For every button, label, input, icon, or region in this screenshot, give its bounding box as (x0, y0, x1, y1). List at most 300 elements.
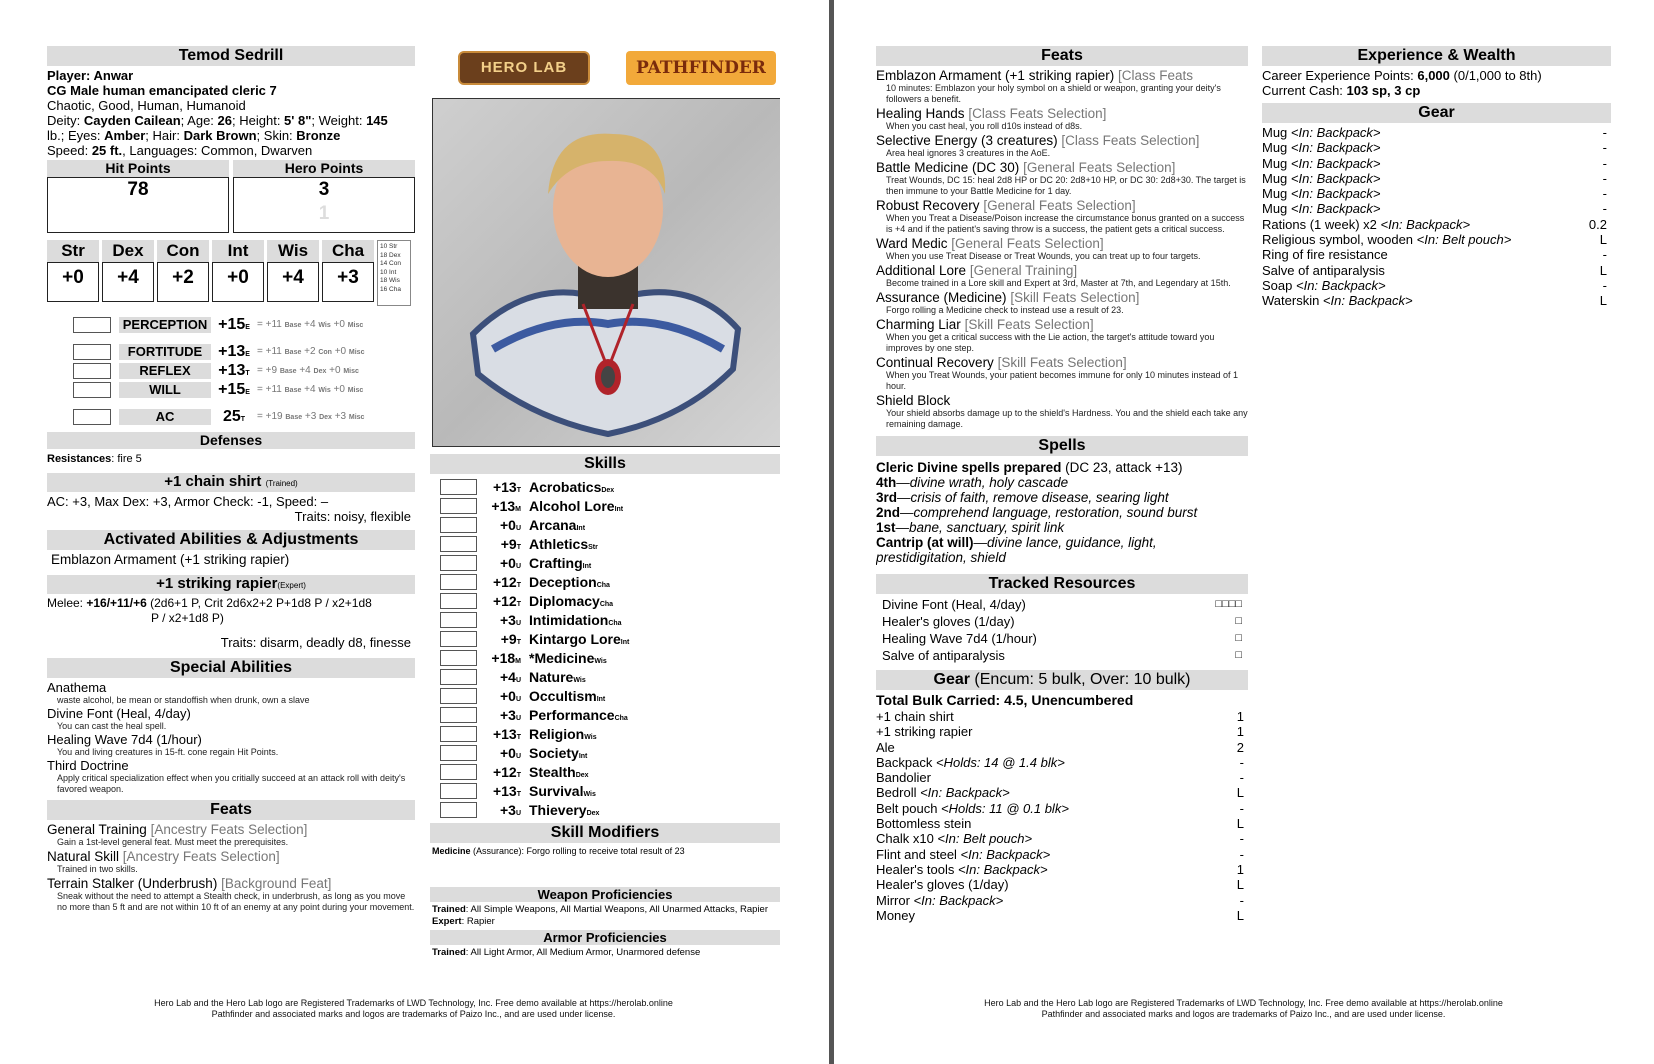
skill-row (430, 781, 780, 800)
gear-bulk: - (1239, 831, 1244, 847)
skill-checkbox[interactable] (440, 707, 477, 723)
feat-desc: Your shield absorbs damage up to the shield's Hardness. You and the shield each take any remaining damage. (886, 408, 1248, 429)
footer-left: Hero Lab and the Hero Lab logo are Registered Trademarks of LWD Technology, Inc. Free demo available at https://herolab.online Pathfinder and associated marks and logos are trademarks of Paizo Inc., and are used under license. (154, 998, 673, 1019)
tracked-checkboxes[interactable]: □ (1235, 649, 1242, 661)
perception-row (47, 315, 415, 334)
portrait-illustration (433, 99, 780, 447)
gear-item (1262, 156, 1611, 171)
gear-name: Belt pouch <Holds: 11 @ 0.1 blk> (876, 800, 1069, 816)
skill-checkbox[interactable] (440, 745, 477, 761)
activated-item: Emblazon Armament (+1 striking rapier) (51, 552, 290, 567)
hero-points-box[interactable] (233, 177, 415, 233)
feat-name: Assurance (Medicine) [Skill Feats Selection] (876, 290, 1140, 305)
gear-name: Waterskin <In: Backpack> (1262, 293, 1413, 309)
gear-bulk: 1 (1236, 861, 1244, 877)
gear-item (1262, 247, 1611, 262)
gear-bulk: L (1599, 293, 1607, 309)
tracked-header: Tracked Resources (876, 574, 1248, 594)
character-class: CG Male human emancipated cleric 7 (47, 83, 277, 98)
feat (47, 849, 415, 875)
gear-name: Soap <In: Backpack> (1262, 277, 1386, 293)
special-ability (47, 706, 415, 732)
gear-item (876, 785, 1248, 800)
gear-bulk: - (1239, 846, 1244, 862)
spell-level: 4th—divine wrath, holy cascade (876, 475, 1069, 490)
score-entry: 18 Dex (380, 251, 401, 259)
ability-modifier: +0 (212, 262, 264, 302)
special-ability-name: Third Doctrine (47, 758, 129, 773)
speed-line: Speed: 25 ft., Languages: Common, Dwarven (47, 143, 313, 158)
middle-column (430, 44, 780, 974)
ac-total: 25T (222, 407, 246, 425)
gear-bulk: - (1602, 277, 1607, 293)
spell-level: Cantrip (at will)—divine lance, guidance, light, prestidigitation, shield (876, 535, 1157, 565)
weapon-prof-trained: Trained: All Simple Weapons, All Martial Weapons, All Unarmed Attacks, Rapier (432, 904, 768, 915)
gear-name: Mug <In: Backpack> (1262, 186, 1381, 202)
gear-name: Mug <In: Backpack> (1262, 125, 1381, 140)
skill-name: IntimidationCha (529, 611, 622, 628)
gear-name: Bedroll <In: Backpack> (876, 785, 1010, 801)
save-checkbox[interactable] (73, 344, 111, 360)
tracked-name: Healer's gloves (1/day) (882, 614, 1015, 629)
ability-int (212, 240, 264, 306)
skill-checkbox[interactable] (440, 802, 477, 818)
left-column (47, 44, 415, 964)
skill-name: Kintargo LoreInt (529, 630, 630, 647)
feat-name: Robust Recovery [General Feats Selection] (876, 198, 1136, 213)
footer-right: Hero Lab and the Hero Lab logo are Registered Trademarks of LWD Technology, Inc. Free demo available at https://herolab.online Pathfinder and associated marks and logos are trademarks of Paizo Inc., and are used under license. (984, 998, 1503, 1019)
skill-checkbox[interactable] (440, 612, 477, 628)
gear-bulk: 2 (1236, 739, 1244, 755)
ability-name: Wis (267, 240, 319, 262)
gear-bulk: 0.2 (1588, 216, 1607, 232)
ability-name: Dex (102, 240, 154, 262)
weapon-melee: Melee: +16/+11/+6 (2d6+1 P, Crit 2d6x2+2 P+1d8 P / x2+1d8 P / x2+1d8 P) (47, 596, 372, 625)
save-total: +15E (218, 380, 250, 398)
gear-bulk: L (1236, 785, 1244, 801)
skill-name: NatureWis (529, 668, 586, 685)
skill-value: +13T (492, 782, 521, 799)
feat-desc: Trained in two skills. (57, 864, 138, 874)
feat-desc: Treat Wounds, DC 15: heal 2d8 HP or DC 20: 2d8+10 HP, or DC 30: 2d8+30. The target is then immune to your Battle Medicine for 1 day. (886, 175, 1246, 196)
feat-desc: Forgo rolling a Medicine check to instead use a result of 23. (886, 305, 1124, 315)
gear-item (1262, 232, 1611, 247)
ability-dex (102, 240, 154, 306)
special-ability (47, 732, 415, 758)
gear-bulk: - (1602, 140, 1607, 156)
skill-checkbox[interactable] (440, 783, 477, 799)
spells-header: Spells (876, 436, 1248, 456)
feat-name: Continual Recovery [Skill Feats Selection] (876, 355, 1127, 370)
feat-desc: When you Treat a Disease/Poison increase the circumstance bonus granted on a success is +4 and if the patient's saving throw is a success, the patient gets a critical success. (886, 213, 1245, 234)
ac-row (47, 407, 415, 426)
feat (47, 822, 415, 848)
gear-item (1262, 201, 1611, 216)
gear-name: Healer's gloves (1/day) (876, 877, 1009, 893)
skill-checkbox[interactable] (440, 669, 477, 685)
hero-points-value: 3 (318, 179, 330, 200)
gear-item (1262, 125, 1611, 140)
skill-checkbox[interactable] (440, 726, 477, 742)
gear-header: Gear (1262, 103, 1611, 123)
feat (876, 160, 1248, 197)
skill-name: ReligionWis (529, 725, 597, 742)
skill-value: +3U (499, 801, 521, 818)
feat-desc: When you cast heal, you roll d10s instead of d8s. (886, 121, 1083, 131)
gear-name: Backpack <Holds: 14 @ 1.4 blk> (876, 754, 1065, 770)
ability-wis (267, 240, 319, 306)
gear-name: Bottomless stein (876, 816, 972, 832)
gear-item (876, 877, 1248, 892)
ability-cha (322, 240, 374, 306)
skill-name: CraftingInt (529, 554, 592, 571)
skill-checkbox[interactable] (440, 593, 477, 609)
feat-name: Ward Medic [General Feats Selection] (876, 236, 1104, 251)
save-breakdown: = +11 Base +4 Wis +0 Misc (257, 384, 364, 395)
ac-label: AC (119, 409, 211, 425)
score-entry: 10 Int (380, 268, 397, 276)
gear-bulk: - (1602, 247, 1607, 263)
feat (876, 133, 1248, 159)
skill-checkbox[interactable] (440, 574, 477, 590)
gear-bulk: - (1602, 170, 1607, 186)
perception-label: PERCEPTION (119, 317, 211, 333)
feat-name: Additional Lore [General Training] (876, 263, 1078, 278)
skill-modifier-medicine: Medicine (Assurance): Forgo rolling to receive total result of 23 (432, 846, 685, 856)
skill-checkbox[interactable] (440, 631, 477, 647)
defenses-header: Defenses (47, 432, 415, 449)
tracked-checkboxes[interactable]: □ (1235, 615, 1242, 627)
skill-name: PerformanceCha (529, 706, 628, 723)
skill-value: +0U (499, 554, 521, 571)
skill-row (430, 496, 780, 515)
skill-name: SocietyInt (529, 744, 588, 761)
gear-name: Money (876, 907, 916, 923)
gear-item (876, 831, 1248, 846)
save-checkbox[interactable] (73, 363, 111, 379)
skill-row (430, 705, 780, 724)
tracked-name: Healing Wave 7d4 (1/hour) (882, 631, 1037, 646)
skill-name: SurvivalWis (529, 782, 596, 799)
score-entry: 14 Con (380, 260, 401, 267)
gear-item (1262, 217, 1611, 232)
gear-item (876, 724, 1248, 739)
feat (876, 263, 1248, 289)
skill-value: +0U (499, 516, 521, 533)
skill-name: Alcohol LoreInt (529, 497, 624, 514)
skills-header: Skills (430, 454, 780, 474)
skill-value: +18M (491, 649, 521, 666)
ability-name: Con (157, 240, 209, 262)
skill-value: +9T (500, 630, 521, 647)
gear-name: Ring of fire resistance (1262, 247, 1388, 263)
gear-bulk: 1 (1236, 724, 1244, 740)
hit-points-label: Hit Points (47, 160, 229, 177)
skill-name: DeceptionCha (529, 573, 610, 590)
gear-item (876, 740, 1248, 755)
feat-desc: Sneak without the need to attempt a Stealth check, in underbrush, as long as you move no more than 5 ft and are not within 10 ft of an enemy at any point during your movement. (57, 891, 415, 912)
ability-modifier: +3 (322, 262, 374, 302)
gear-bulk: - (1602, 186, 1607, 202)
gear-bulk: - (1239, 892, 1244, 908)
score-entry: 10 Str (380, 243, 398, 250)
gear-item (876, 908, 1248, 923)
gear-name: Flint and steel <In: Backpack> (876, 846, 1051, 862)
skill-name: ArcanaInt (529, 516, 586, 533)
gear-item (876, 770, 1248, 785)
weapon-traits: Traits: disarm, deadly d8, finesse (220, 635, 411, 650)
player-name: Player: Anwar (47, 68, 134, 83)
skill-name: ThieveryDex (529, 801, 600, 818)
feat-name: Emblazon Armament (+1 striking rapier) [Class Feats (876, 68, 1194, 83)
herolab-logo: HERO LAB (458, 51, 590, 85)
tracked-resource (876, 647, 1248, 664)
tracked-checkboxes[interactable]: □□□□ (1215, 598, 1242, 610)
hit-points-value[interactable]: 78 (47, 177, 229, 233)
feat-name: Selective Energy (3 creatures) [Class Feats Selection] (876, 133, 1200, 148)
skill-row (430, 724, 780, 743)
armor-stats: AC: +3, Max Dex: +3, Armor Check: -1, Speed: – (47, 494, 329, 509)
skill-value: +12T (492, 592, 521, 609)
weapon-header: +1 striking rapier(Expert) (47, 575, 415, 594)
spell-level: 1st—bane, sanctuary, spirit link (876, 520, 1065, 535)
skill-checkbox[interactable] (440, 764, 477, 780)
gear-name: Healer's tools <In: Backpack> (876, 861, 1048, 877)
gear-bulk-header: Gear (Encum: 5 bulk, Over: 10 bulk) (876, 670, 1248, 690)
character-name: Temod Sedrill (47, 46, 415, 66)
special-ability-desc: You and living creatures in 15-ft. cone regain Hit Points. (57, 747, 279, 757)
feat (876, 68, 1248, 105)
skill-value: +3U (499, 611, 521, 628)
skill-value: +13M (491, 497, 521, 514)
gear-item (1262, 278, 1611, 293)
gear-item (1262, 140, 1611, 155)
save-label: FORTITUDE (119, 344, 211, 360)
perception-total: +15E (218, 315, 250, 333)
gear-bulk: - (1602, 125, 1607, 140)
feat (876, 317, 1248, 354)
skill-name: *MedicineWis (529, 649, 607, 666)
wealth-gear-column (1262, 44, 1611, 344)
special-ability-desc: Apply critical specialization effect when you critially succeed at an attack roll with deity's favored weapon. (57, 773, 406, 794)
tracked-resource (876, 613, 1248, 630)
tracked-name: Salve of antiparalysis (882, 648, 1005, 663)
tracked-name: Divine Font (Heal, 4/day) (882, 597, 1026, 612)
feat-desc: When you Treat Wounds, your patient becomes immune for only 10 minutes instead of 1 hour. (886, 370, 1239, 391)
ability-modifier: +2 (157, 262, 209, 302)
feat-desc: Become trained in a Lore skill and Expert at 3rd, Master at 7th, and Legendary at 15th. (886, 278, 1231, 288)
save-breakdown: = +11 Base +2 Con +0 Misc (257, 346, 365, 357)
feat-desc: When you get a critical success with the Lie action, the target's attitude toward you improves by one step. (886, 332, 1215, 353)
skill-row (430, 553, 780, 572)
hit-points (47, 160, 229, 233)
feat-desc: 10 minutes: Emblazon your holy symbol on a shield or weapon, granting your deity's followers a benefit. (886, 83, 1221, 104)
feat (876, 106, 1248, 132)
deity-line: Deity: Cayden Cailean; Age: 26; Height: 5' 8"; Weight: 145 lb.; Eyes: Amber; Hair: Dark Brown; Skin: Bronze (47, 113, 388, 143)
ability-str (47, 240, 99, 306)
feat-name: Natural Skill [Ancestry Feats Selection] (47, 849, 280, 864)
gear-item (1262, 171, 1611, 186)
special-header: Special Abilities (47, 658, 415, 678)
gear-name: Mug <In: Backpack> (1262, 155, 1381, 171)
gear-item (1262, 293, 1611, 308)
gear-bulk: - (1602, 155, 1607, 171)
ability-name: Cha (322, 240, 374, 262)
gear-name: +1 striking rapier (876, 724, 973, 740)
gear-name: Religious symbol, wooden <In: Belt pouch> (1262, 232, 1512, 248)
feats-right-header: Feats (876, 46, 1248, 66)
feat-name: Battle Medicine (DC 30) [General Feats Selection] (876, 160, 1176, 175)
special-ability-desc: You can cast the heal spell. (57, 721, 167, 731)
skill-value: +12T (492, 573, 521, 590)
skill-row (430, 534, 780, 553)
feats-left-header: Feats (47, 800, 415, 820)
feat (47, 876, 415, 913)
skill-row (430, 515, 780, 534)
skill-checkbox[interactable] (440, 498, 477, 514)
gear-bulk: L (1599, 232, 1607, 248)
feat-name: Healing Hands [Class Feats Selection] (876, 106, 1107, 121)
gear-bulk: - (1239, 770, 1244, 786)
gear-name: Mug <In: Backpack> (1262, 170, 1381, 186)
feat (876, 236, 1248, 262)
feat-desc: Gain a 1st-level general feat. Must meet the prerequisites. (57, 837, 289, 847)
character-traits: Chaotic, Good, Human, Humanoid (47, 98, 246, 113)
save-label: REFLEX (119, 363, 211, 379)
gear-bulk: L (1236, 816, 1244, 832)
skill-checkbox[interactable] (440, 555, 477, 571)
armor-header: +1 chain shirt (Trained) (47, 473, 415, 492)
skill-row (430, 477, 780, 496)
skill-value: +3U (499, 706, 521, 723)
gear-name: Chalk x10 <In: Belt pouch> (876, 831, 1033, 847)
skill-name: DiplomacyCha (529, 592, 614, 609)
feat (876, 393, 1248, 430)
ac-breakdown: = +19 Base +3 Dex +3 Misc (257, 411, 365, 422)
save-label: WILL (119, 382, 211, 398)
save-total: +13E (218, 342, 250, 360)
gear-item (1262, 186, 1611, 201)
gear-item (876, 862, 1248, 877)
skill-modifiers-header: Skill Modifiers (430, 823, 780, 843)
xp-header: Experience & Wealth (1262, 46, 1611, 66)
page-divider (829, 0, 834, 1064)
skill-row (430, 591, 780, 610)
character-portrait (432, 98, 780, 447)
special-ability-name: Healing Wave 7d4 (1/hour) (47, 732, 202, 747)
skill-checkbox[interactable] (440, 688, 477, 704)
armor-prof-trained: Trained: All Light Armor, All Medium Armor, Unarmored defense (432, 947, 701, 958)
save-total: +13T (218, 361, 250, 379)
gear-item (876, 709, 1248, 724)
special-ability-desc: waste alcohol, be mean or standoffish when drunk, own a slave (57, 695, 310, 705)
skill-row (430, 762, 780, 781)
skill-row (430, 648, 780, 667)
feat-name: Terrain Stalker (Underbrush) [Background Feat] (47, 876, 332, 891)
gear-name: Mug <In: Backpack> (1262, 140, 1381, 156)
perception-checkbox[interactable] (73, 317, 111, 333)
feat-name: Charming Liar [Skill Feats Selection] (876, 317, 1094, 332)
skill-checkbox[interactable] (440, 536, 477, 552)
special-ability-name: Anathema (47, 680, 107, 695)
skill-row (430, 629, 780, 648)
gear-name: Mug <In: Backpack> (1262, 201, 1381, 217)
tracked-checkboxes[interactable]: □ (1235, 632, 1242, 644)
gear-item (876, 847, 1248, 862)
gear-name: Bandolier (876, 770, 931, 786)
gear-bulk: - (1239, 754, 1244, 770)
save-fortitude (47, 342, 415, 361)
gear-item (876, 893, 1248, 908)
skill-value: +4U (499, 668, 521, 685)
skill-checkbox[interactable] (440, 650, 477, 666)
gear-name: Salve of antiparalysis (1262, 262, 1385, 278)
score-entry: 18 Wis (380, 277, 400, 284)
gear-item (1262, 263, 1611, 278)
career-xp: Career Experience Points: 6,000 (0/1,000 to 8th) (1262, 68, 1542, 83)
skill-row (430, 572, 780, 591)
armor-prof-header: Armor Proficiencies (430, 930, 780, 945)
skill-row (430, 667, 780, 686)
total-bulk: Total Bulk Carried: 4.5, Unencumbered (876, 692, 1134, 708)
ability-name: Str (47, 240, 99, 262)
ac-checkbox[interactable] (73, 409, 111, 425)
special-ability (47, 758, 415, 795)
gear-bulk: L (1236, 907, 1244, 923)
skill-checkbox[interactable] (440, 479, 477, 495)
score-list (377, 240, 411, 306)
skill-value: +9T (500, 535, 521, 552)
gear-name: Mirror <In: Backpack> (876, 892, 1004, 908)
skill-name: AthleticsStr (529, 535, 598, 552)
save-checkbox[interactable] (73, 382, 111, 398)
skill-value: +13T (492, 478, 521, 495)
current-cash: Current Cash: 103 sp, 3 cp (1262, 83, 1421, 98)
gear-bulk: - (1602, 201, 1607, 217)
ability-modifier: +0 (47, 262, 99, 302)
spell-level: 2nd—comprehend language, restoration, sound burst (876, 505, 1198, 520)
feat-name: Shield Block (876, 393, 951, 408)
hero-points (233, 160, 415, 233)
gear-item (876, 801, 1248, 816)
hero-points-label: Hero Points (233, 160, 415, 177)
ability-name: Int (212, 240, 264, 262)
gear-item (876, 816, 1248, 831)
feat (876, 198, 1248, 235)
save-will (47, 380, 415, 399)
gear-item (876, 755, 1248, 770)
score-entry: 16 Cha (380, 285, 401, 293)
skill-name: AcrobaticsDex (529, 478, 615, 495)
pathfinder-logo: PATHFINDER (626, 51, 776, 85)
ability-scores (47, 240, 415, 306)
skill-checkbox[interactable] (440, 517, 477, 533)
skill-row (430, 686, 780, 705)
special-ability-name: Divine Font (Heal, 4/day) (47, 706, 191, 721)
armor-traits: Traits: noisy, flexible (294, 509, 411, 524)
skill-name: StealthDex (529, 763, 589, 780)
special-ability (47, 680, 415, 706)
gear-bulk: 1 (1236, 709, 1244, 724)
hero-points-ghost: 1 (318, 203, 330, 224)
save-reflex (47, 361, 415, 380)
spells-heading: Cleric Divine spells prepared (DC 23, attack +13) (876, 460, 1183, 475)
skill-value: +12T (492, 763, 521, 780)
skill-row (430, 743, 780, 762)
feat-desc: Area heal ignores 3 creatures in the AoE. (886, 148, 1051, 158)
resistances: Resistances: fire 5 (47, 453, 142, 465)
tracked-resource (876, 630, 1248, 647)
